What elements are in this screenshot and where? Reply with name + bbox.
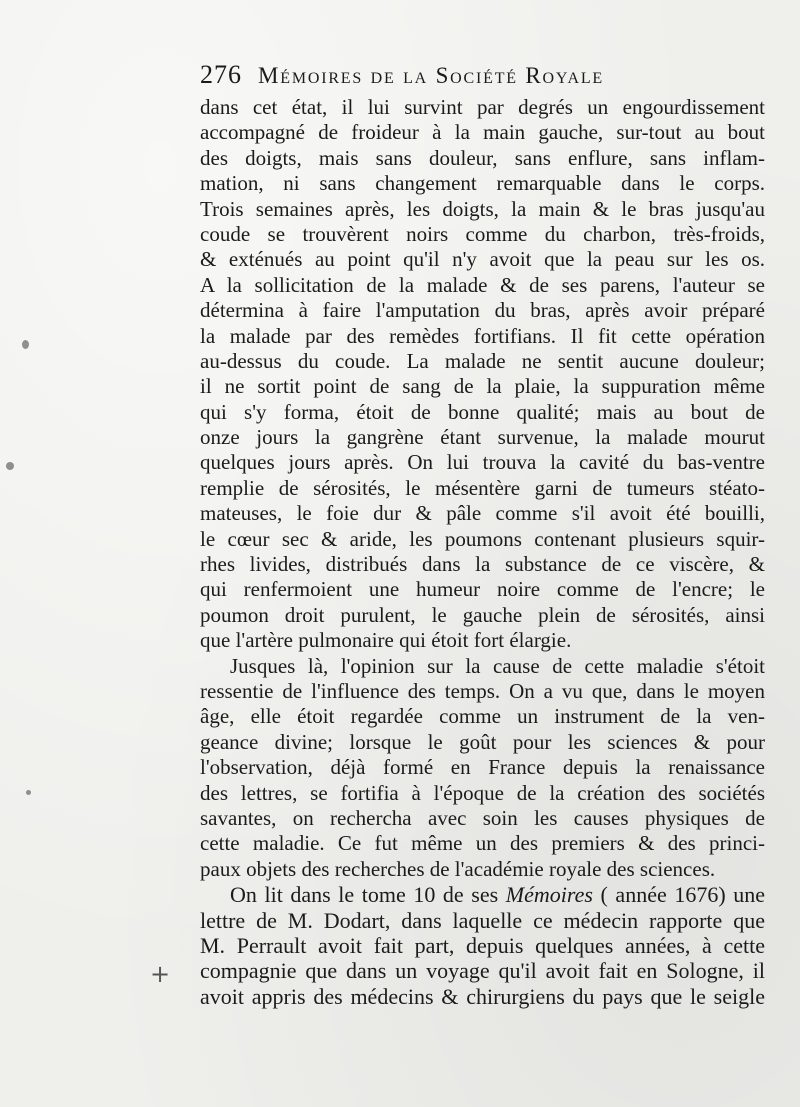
text-line: avoit appris des médecins & chirurgiens du pays que le seigle bbox=[200, 983, 765, 1009]
text-line: que l'artère pulmonaire qui étoit fort élargie. bbox=[200, 628, 572, 653]
text-line: détermina à faire l'amputation du bras, après avoir préparé bbox=[200, 298, 765, 323]
text-line: rhes livides, distribués dans la substance de ce viscère, & bbox=[200, 552, 765, 577]
text-line bbox=[200, 882, 765, 907]
text-line: onze jours la gangrène étant survenue, la malade mourut bbox=[200, 425, 765, 450]
text-fragment: On lit dans le tome 10 de ses bbox=[230, 882, 506, 908]
text-line: coude se trouvèrent noirs comme du charbon, très-froids, bbox=[200, 221, 765, 246]
text-line: des lettres, se fortifia à l'époque de la création des sociétés bbox=[200, 780, 765, 805]
margin-cross-mark: + bbox=[150, 960, 171, 988]
text-line: paux objets des recherches de l'académie royale des sciences. bbox=[200, 856, 716, 881]
text-line: des doigts, mais sans douleur, sans enflure, sans inflam- bbox=[200, 145, 765, 170]
body-text bbox=[200, 95, 770, 1009]
text-line: poumon droit purulent, le gauche plein de sérosités, ainsi bbox=[200, 602, 765, 627]
text-line: il ne sortit point de sang de la plaie, la suppuration même bbox=[200, 374, 765, 399]
text-line: compagnie que dans un voyage qu'il avoit fait en Sologne, il bbox=[200, 958, 765, 984]
text-line: cette maladie. Ce fut même un des premiers & des princi- bbox=[200, 831, 765, 856]
text-line: Jusques là, l'opinion sur la cause de cette maladie s'étoit bbox=[230, 653, 765, 678]
running-header bbox=[200, 60, 760, 94]
text-line: geance divine; lorsque le goût pour les sciences & pour bbox=[200, 729, 765, 754]
text-fragment: ( année 1676) une bbox=[592, 882, 765, 908]
text-line: la malade par des remèdes fortifians. Il fit cette opération bbox=[200, 323, 765, 348]
text-line: dans cet état, il lui survint par degrés un engourdissement bbox=[200, 95, 765, 119]
italic-title: Mémoires bbox=[505, 882, 593, 908]
text-line: M. Perrault avoit fait part, depuis quelques années, à cette bbox=[200, 932, 765, 958]
text-line: l'observation, déjà formé en France depuis la renaissance bbox=[200, 755, 765, 780]
text-line: quelques jours après. On lui trouva la cavité du bas-ventre bbox=[200, 450, 765, 475]
text-line: mation, ni sans changement remarquable dans le corps. bbox=[200, 171, 765, 196]
text-line: âge, elle étoit regardée comme un instrument de la ven- bbox=[200, 704, 765, 729]
text-line: remplie de sérosités, le mésentère garni de tumeurs stéato- bbox=[200, 475, 765, 500]
text-line: savantes, on rechercha avec soin les causes physiques de bbox=[200, 805, 765, 830]
paper-speck bbox=[22, 340, 29, 349]
text-line: lettre de M. Dodart, dans laquelle ce médecin rapporte que bbox=[200, 907, 765, 933]
text-line: accompagné de froideur à la main gauche, sur-tout au bout bbox=[200, 120, 765, 145]
text-line: le cœur sec & aride, les poumons contenant plusieurs squir- bbox=[200, 526, 765, 551]
text-line: A la sollicitation de la malade & de ses parens, l'auteur se bbox=[200, 272, 765, 297]
running-title: Mémoires de la Société Royale bbox=[258, 63, 604, 88]
paper-speck bbox=[26, 790, 31, 795]
text-line: & exténués au point qu'il n'y avoit que la peau sur les os. bbox=[200, 247, 765, 272]
text-line: Trois semaines après, les doigts, la main & le bras jusqu'au bbox=[200, 196, 765, 221]
text-line: qui s'y forma, étoit de bonne qualité; mais au bout de bbox=[200, 399, 765, 424]
text-line: qui renfermoient une humeur noire comme de l'encre; le bbox=[200, 577, 765, 602]
text-line: mateuses, le foie dur & pâle comme s'il avoit été bouilli, bbox=[200, 501, 765, 526]
text-line: au-dessus du coude. La malade ne sentit aucune douleur; bbox=[200, 348, 765, 373]
page-number: 276 bbox=[200, 60, 242, 89]
text-line: ressentie de l'influence des temps. On a vu que, dans le moyen bbox=[200, 678, 765, 703]
paper-speck bbox=[6, 462, 14, 470]
